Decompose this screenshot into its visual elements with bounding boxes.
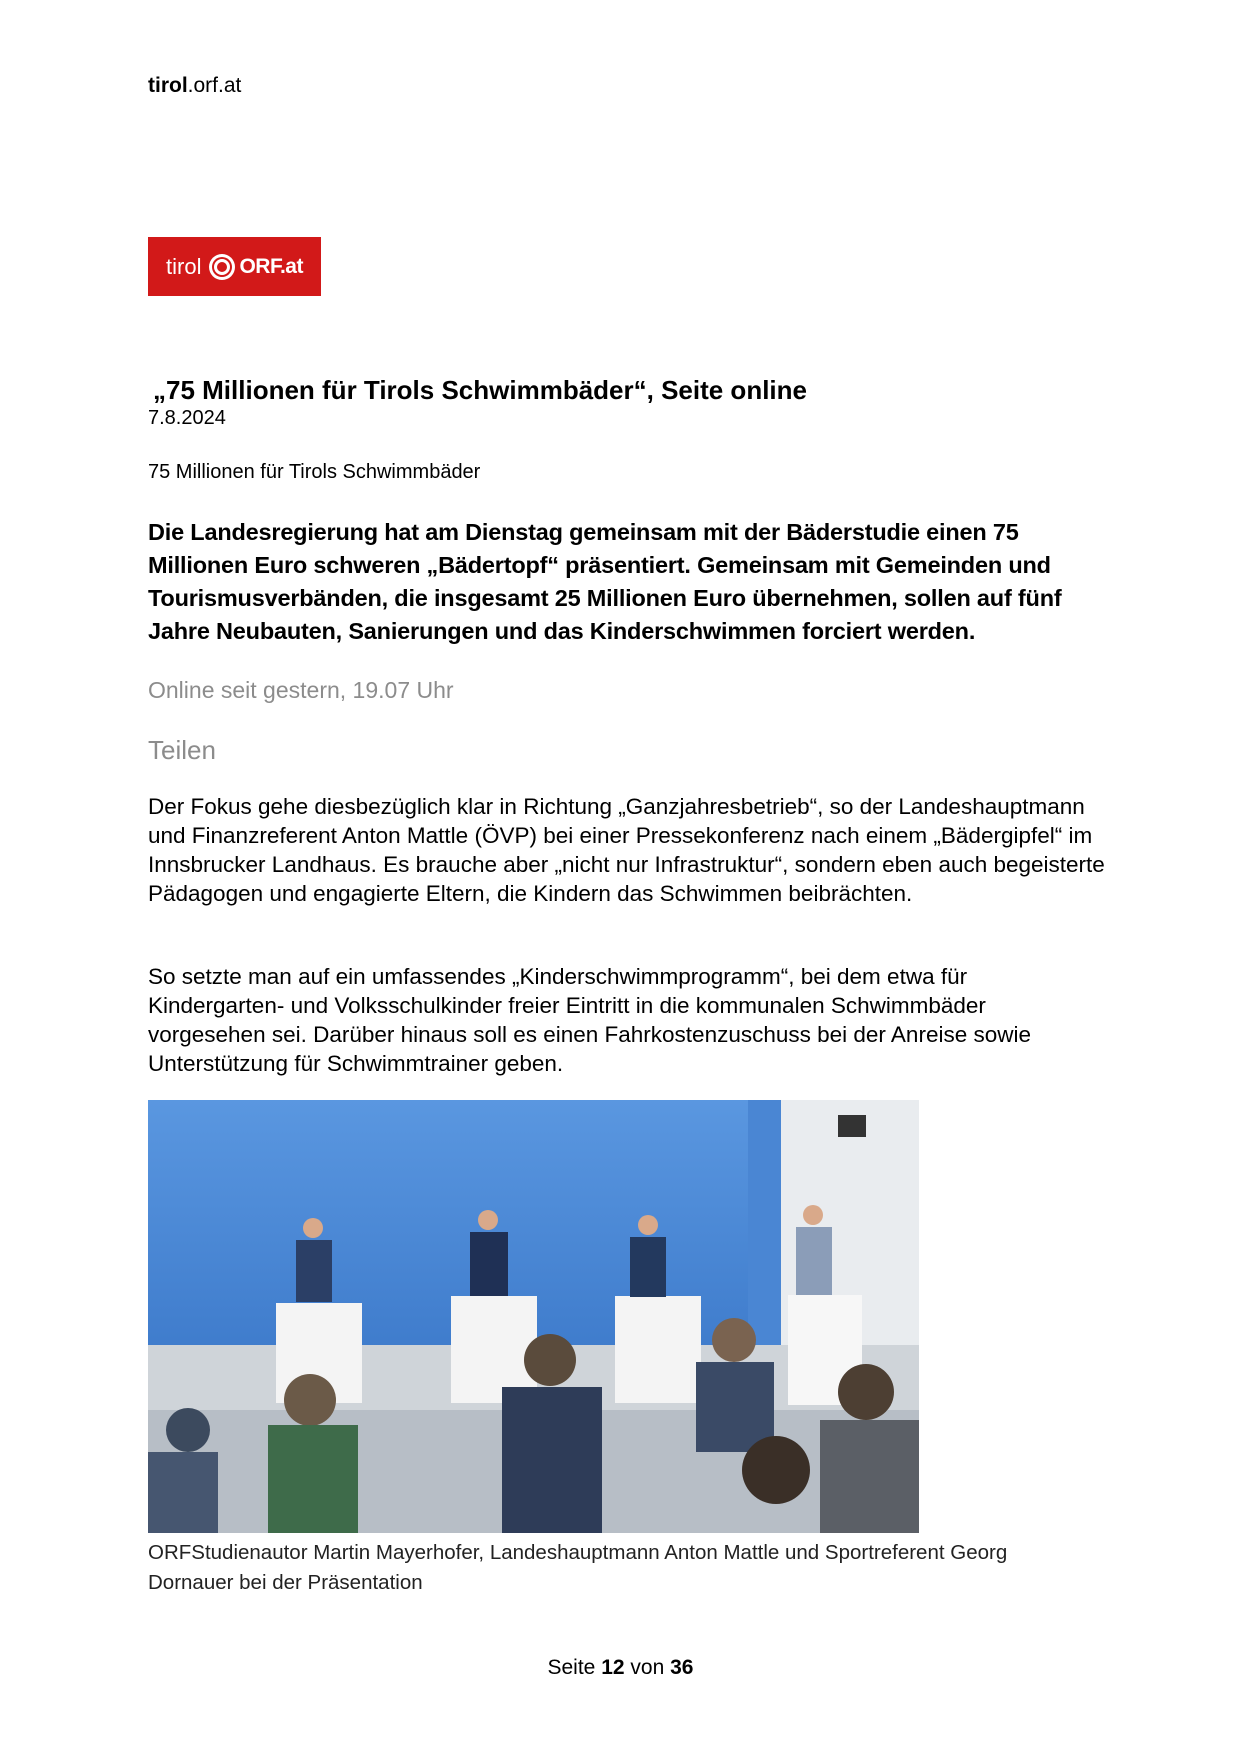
press-conference-photo [148, 1100, 919, 1533]
site-header-rest: .orf.at [187, 74, 242, 97]
site-header [148, 74, 241, 98]
tirol-orf-logo [148, 237, 321, 296]
logo-word-tirol: tirol [166, 253, 202, 279]
orf-eye-icon [209, 254, 235, 280]
article-subtitle: 75 Millionen für Tirols Schwimmbäder [148, 461, 481, 483]
footer-page-number: 12 [601, 1656, 625, 1679]
share-link[interactable]: Teilen [148, 735, 216, 765]
footer-page-total: 36 [670, 1656, 694, 1679]
page-footer [0, 1656, 1241, 1680]
site-header-bold: tirol [148, 74, 188, 97]
article-paragraph-1: Der Fokus gehe diesbezüglich klar in Richtung „Ganzjahresbetrieb“, so der Landeshauptmann und Finanzreferent Anton Mattle (ÖVP) bei einer Pressekonferenz nach einem „Bädergipfel“ im Innsbrucker Landhaus. Es brauche aber „nicht nur Infrastruktur“, sondern eben auch begeisterte Pädagogen und engagierte Eltern, die Kindern das Schwimmen beibrächten. [148, 794, 1105, 906]
logo-word-orf: ORF.at [239, 254, 303, 278]
article-title: „75 Millionen für Tirols Schwimmbäder“, Seite online [153, 375, 807, 405]
press-conference-illustration [148, 1100, 919, 1533]
article-date: 7.8.2024 [148, 407, 226, 429]
online-since: Online seit gestern, 19.07 Uhr [148, 677, 454, 703]
footer-prefix: Seite [547, 1656, 596, 1679]
photo-caption: ORFStudienautor Martin Mayerhofer, Landeshauptmann Anton Mattle und Sportreferent Georg Dornauer bei der Präsentation [148, 1541, 1008, 1594]
article-lead: Die Landesregierung hat am Dienstag gemeinsam mit der Bäderstudie einen 75 Millionen Euro schweren „Bädertopf“ präsentiert. Gemeinsam mit Gemeinden und Tourismusverbänden, die insgesamt 25 Millionen Euro übernehmen, sollen auf fünf Jahre Neubauten, Sanierungen und das Kinderschwimmen forciert werden. [148, 519, 1062, 644]
footer-middle: von [630, 1656, 665, 1679]
article-paragraph-2: So setzte man auf ein umfassendes „Kinderschwimmprogramm“, bei dem etwa für Kindergarten- und Volksschulkinder freier Eintritt in die kommunalen Schwimmbäder vorgesehen sei. Darüber hinaus soll es einen Fahrkostenzuschuss bei der Anreise sowie Unterstützung für Schwimmtrainer geben. [148, 964, 1031, 1076]
